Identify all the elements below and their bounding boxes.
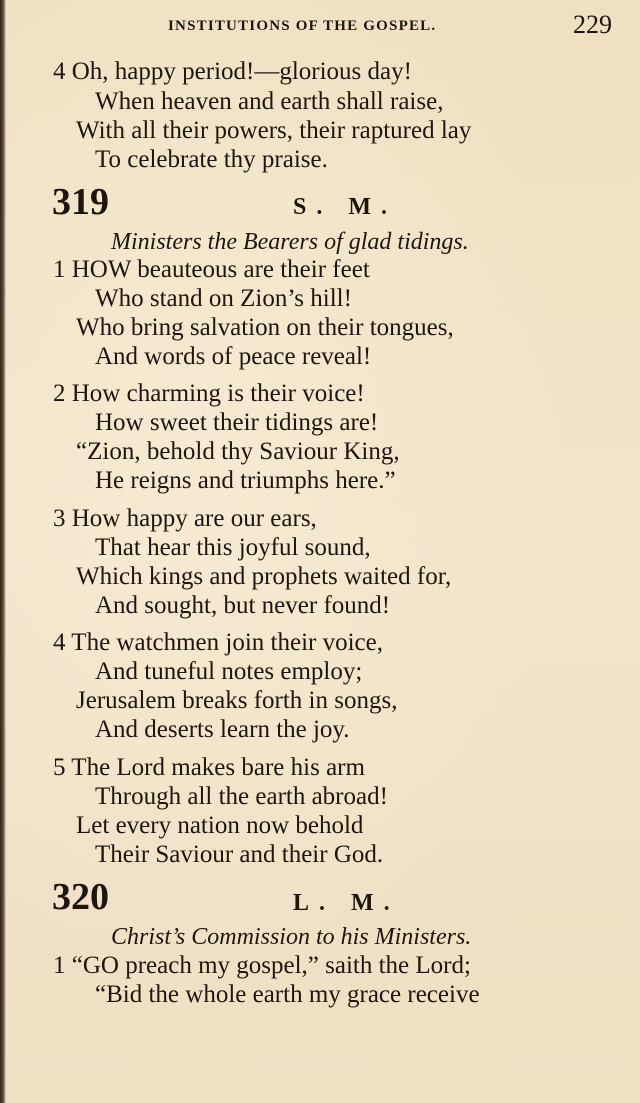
verse-line: Through all the earth abroad!: [95, 783, 388, 810]
verse-line: 2 How charming is their voice!: [53, 380, 365, 407]
hymn-number: 319: [52, 181, 109, 223]
page-gutter-edge: [0, 0, 6, 1103]
hymn-subtitle: Christ’s Commission to his Ministers.: [111, 924, 472, 950]
verse-line: Their Saviour and their God.: [95, 841, 384, 868]
verse-line: To celebrate thy praise.: [95, 146, 328, 173]
verse-line: 3 How happy are our ears,: [53, 505, 317, 532]
verse-line: 4 Oh, happy period!—glorious day!: [53, 58, 412, 85]
verse-line: And sought, but never found!: [95, 592, 391, 619]
verse-line: And words of peace reveal!: [95, 343, 372, 370]
verse-line: How sweet their tidings are!: [95, 409, 379, 436]
verse-line: Which kings and prophets waited for,: [76, 563, 452, 590]
page-number: 229: [573, 10, 612, 39]
verse-line: That hear this joyful sound,: [95, 534, 371, 561]
verse-line: 1 “GO preach my gospel,” saith the Lord;: [53, 952, 471, 979]
verse-line: And tuneful notes employ;: [95, 658, 363, 685]
hymn-meter: L. M.: [293, 890, 400, 916]
running-head: INSTITUTIONS OF THE GOSPEL.: [168, 18, 437, 34]
hymn-meter: S. M.: [293, 194, 397, 220]
verse-line: Who bring salvation on their tongues,: [76, 314, 454, 341]
verse-line: He reigns and triumphs here.”: [95, 467, 396, 494]
hymn-subtitle: Ministers the Bearers of glad tidings.: [111, 229, 469, 255]
verse-line: When heaven and earth shall raise,: [95, 88, 444, 115]
verse-line: And deserts learn the joy.: [95, 716, 350, 743]
verse-line: 1 HOW beauteous are their feet: [53, 256, 370, 283]
verse-line: Who stand on Zion’s hill!: [95, 285, 352, 312]
verse-line: 4 The watchmen join their voice,: [53, 629, 383, 656]
verse-line: Jerusalem breaks forth in songs,: [76, 687, 398, 714]
verse-line: With all their powers, their raptured lay: [76, 117, 472, 144]
verse-line: Let every nation now behold: [76, 812, 364, 839]
verse-line: “Bid the whole earth my grace receive: [95, 981, 480, 1008]
verse-line: 5 The Lord makes bare his arm: [53, 754, 365, 781]
verse-line: “Zion, behold thy Saviour King,: [76, 438, 400, 465]
hymn-number: 320: [52, 876, 109, 918]
